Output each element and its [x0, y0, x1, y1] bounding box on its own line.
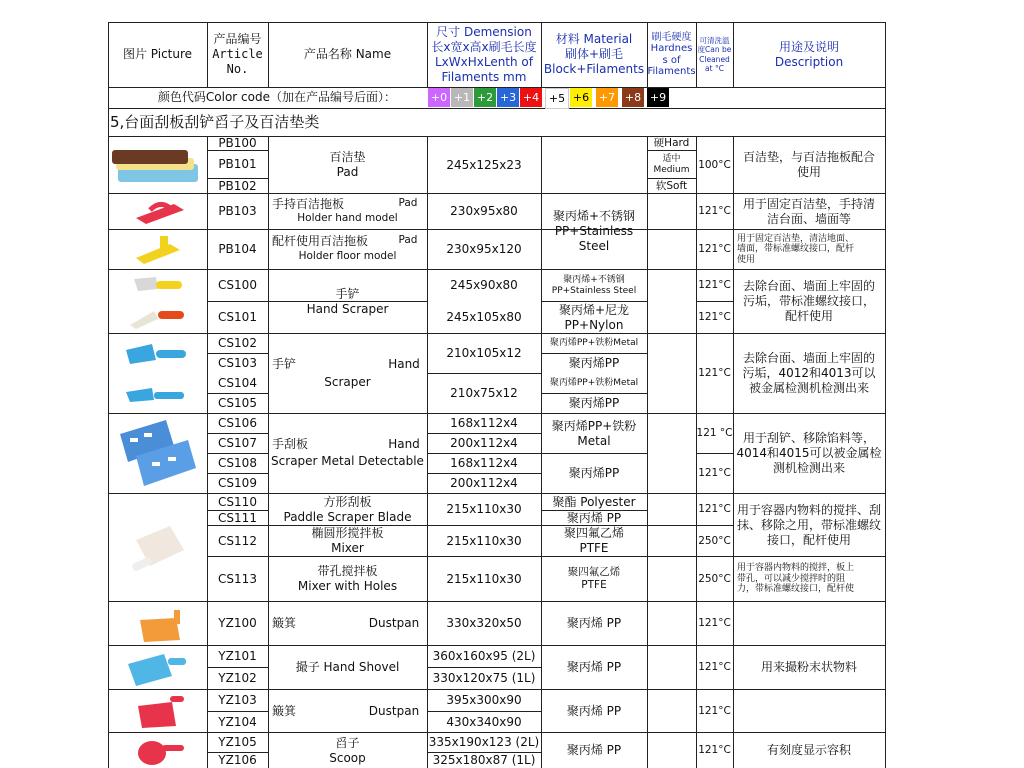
- dim-cs113: 215x110x30: [446, 571, 522, 586]
- dim-yz100: 330x320x50: [446, 616, 522, 630]
- desc-yz: 用来撮粉末状物料: [760, 659, 857, 674]
- hardness-hard: 硬Hard: [653, 137, 690, 150]
- article-number: YZ106: [218, 753, 257, 767]
- header-article: 产品编号 Article No.: [212, 32, 263, 76]
- temp-yz100: 121°C: [698, 617, 731, 630]
- mat-cs113: 聚四氟乙烯 PTFE: [567, 566, 621, 591]
- header-material: 材料 Material 刷体+刷毛 Block+Filaments: [543, 32, 645, 76]
- mat-cs100: 聚丙烯+不锈钢 PP+Stainless Steel: [551, 275, 637, 296]
- name-pb103-en: Holder hand model: [297, 212, 398, 225]
- name-hs2-hand: Hand: [388, 356, 420, 371]
- article-number: CS105: [218, 396, 257, 410]
- article-number: CS101: [218, 310, 257, 324]
- mat-cs112: 聚四氟乙烯 PTFE: [563, 526, 624, 555]
- temp-yz105: 121°C: [698, 744, 731, 757]
- dim-yz103: 395x300x90: [446, 693, 522, 707]
- desc-pb: 百洁垫，与百洁拖板配合 使用: [742, 150, 875, 179]
- color-swatch: +7: [596, 88, 618, 107]
- name-dustpan2-cn: 簸箕: [272, 703, 297, 718]
- name-dustpan-cn: 簸箕: [272, 616, 297, 630]
- dim-cs108: 168x112x4: [450, 456, 518, 470]
- name-pb103-pad: Pad: [398, 197, 418, 210]
- article-number: PB100: [218, 136, 257, 150]
- name-pb104-cn: 配杆使用百洁拖板: [272, 233, 369, 248]
- dim-cs100: 245x90x80: [450, 278, 518, 292]
- temp-cs113: 250°C: [698, 572, 731, 585]
- desc-pb104: 用于固定百洁垫，清洁地面、 墙面，带标准螺纹接口，配杆 使用: [737, 233, 855, 265]
- desc-cs106: 用于刮铲、移除馅料等， 4014和4015可以被金属检 测机检测出来: [736, 431, 882, 475]
- mat-cs110: 聚酯 Polyester: [552, 494, 636, 509]
- article-number: CS100: [218, 278, 257, 292]
- header-description: 用途及说明 Description: [774, 39, 844, 69]
- name-metal-hand: Hand: [388, 436, 420, 451]
- hardness-medium: 适中 Medium: [653, 154, 690, 175]
- article-number: YZ100: [218, 616, 257, 630]
- header-name: 产品名称 Name: [303, 47, 392, 61]
- mat-yz100: 聚丙烯 PP: [566, 616, 622, 630]
- mat-cs108: 聚丙烯PP: [568, 466, 620, 480]
- article-number: PB104: [218, 242, 257, 256]
- color-swatch: +2: [474, 88, 496, 107]
- dustpan-picture: [136, 604, 192, 644]
- mat-yz103: 聚丙烯 PP: [566, 703, 622, 718]
- mat-cs106: 聚丙烯PP+铁粉 Metal: [551, 418, 637, 448]
- color-swatch: +4: [520, 88, 542, 107]
- name-pad: 百洁垫 Pad: [329, 150, 366, 179]
- article-number: CS106: [218, 416, 257, 430]
- hand-shovel-picture: [124, 648, 190, 688]
- hardness-soft: 软Soft: [655, 179, 688, 192]
- article-number: YZ103: [218, 693, 257, 707]
- pad-holder-hand-picture: [130, 196, 190, 228]
- mat-cs111: 聚丙烯 PP: [566, 510, 622, 525]
- article-number: CS103: [218, 356, 257, 370]
- name-pb104-en: Holder floor model: [298, 250, 397, 263]
- temp-yz103: 121°C: [698, 704, 731, 717]
- hand-scraper-blue-picture: [122, 336, 190, 372]
- desc-cs102: 去除台面、墙面上牢固的 污垢，4012和4013可以 被金属检测机检测出来: [742, 351, 876, 395]
- dim-yz104: 430x340x90: [446, 714, 522, 729]
- name-hand-scraper: 手铲 Hand Scraper: [306, 286, 389, 316]
- mat-cs105: 聚丙烯PP: [568, 396, 620, 410]
- name-metal-cn: 手刮板: [272, 436, 309, 451]
- article-number: PB102: [218, 178, 257, 193]
- name-scoop: 舀子 Scoop: [329, 735, 366, 765]
- dim-cs107: 200x112x4: [450, 436, 518, 450]
- mat-cs104: 聚丙烯PP+铁粉Metal: [549, 378, 639, 389]
- name-mixer: 椭圆形搅拌板 Mixer: [311, 525, 384, 555]
- mat-cs102: 聚丙烯PP+铁粉Metal: [549, 338, 639, 349]
- hand-scraper-picture: [130, 271, 190, 299]
- paddle-mixer-picture: [130, 520, 198, 580]
- temp-pb103: 121°C: [698, 205, 731, 218]
- article-number: CS112: [218, 533, 257, 548]
- dim-cs104: 210x75x12: [450, 386, 518, 400]
- article-number: YZ105: [218, 735, 257, 749]
- hand-scraper-blue-small-picture: [122, 376, 190, 412]
- color-swatch: +3: [497, 88, 519, 107]
- temp-cs101: 121°C: [698, 311, 731, 324]
- name-dustpan2-en: Dustpan: [368, 703, 420, 718]
- color-swatch: +9: [647, 88, 669, 107]
- temp-cs106: 121 °C: [696, 427, 733, 440]
- temp-pb: 100°C: [698, 158, 731, 171]
- color-swatch: +8: [622, 88, 644, 107]
- mat-yz105: 聚丙烯 PP: [566, 743, 622, 757]
- dim-cs110: 215x110x30: [446, 502, 522, 516]
- name-pb104-pad: Pad: [398, 234, 418, 247]
- temp-cs112: 250°C: [698, 534, 731, 547]
- desc-cs110: 用于容器内物料的搅拌、刮 抹、移除之用，带标准螺纹 接口，配杆使用: [736, 502, 881, 547]
- mat-yz101: 聚丙烯 PP: [566, 660, 622, 674]
- pad-holder-floor-picture: [130, 232, 190, 268]
- article-number: CS107: [218, 436, 257, 450]
- dim-cs102: 210x105x12: [446, 346, 522, 360]
- article-number: YZ104: [218, 714, 257, 729]
- color-code-label: 颜色代码Color code（加在产品编号后面）：: [157, 90, 396, 104]
- name-dustpan-en: Dustpan: [368, 616, 420, 630]
- name-pb103-cn: 手持百洁拖板: [272, 196, 345, 211]
- dim-pb104: 230x95x120: [446, 242, 522, 256]
- dim-pb103: 230x95x80: [450, 204, 518, 218]
- temp-yz101: 121°C: [698, 661, 731, 674]
- article-number: CS110: [218, 494, 257, 509]
- header-hardness: 刷毛硬度 Hardnes s of Filaments: [647, 31, 696, 77]
- name-mixer-holes: 带孔搅拌板 Mixer with Holes: [297, 564, 398, 593]
- article-number: PB103: [218, 204, 257, 218]
- desc-cs100: 去除台面、墙面上牢固的 污垢，带标准螺纹接口， 配杆使用: [742, 279, 875, 323]
- dim-cs101: 245x105x80: [446, 310, 522, 324]
- dustpan-red-picture: [134, 692, 190, 730]
- dim-cs106: 168x112x4: [450, 416, 518, 430]
- desc-cs113: 用于容器内物料的搅拌，板上 带孔，可以减少搅拌时的阻 力，带标准螺纹接口，配杆使: [737, 563, 855, 595]
- temp-pb104: 121°C: [698, 243, 731, 256]
- pad-picture: [110, 142, 206, 190]
- article-number: CS102: [218, 336, 257, 350]
- article-number: CS104: [218, 376, 257, 390]
- dim-cs109: 200x112x4: [450, 476, 518, 490]
- name-hs2-cn: 手铲: [272, 356, 297, 371]
- name-metal-en: Scraper Metal Detectable: [271, 453, 424, 468]
- dim-cs112: 215x110x30: [446, 533, 522, 548]
- mat-cs101: 聚丙烯+尼龙 PP+Nylon: [558, 302, 630, 332]
- color-swatch: +6: [570, 88, 592, 107]
- name-hs2-en: Scraper: [324, 374, 371, 389]
- name-hand-shovel: 撮子 Hand Shovel: [295, 660, 400, 674]
- article-number: CS108: [218, 456, 257, 470]
- mat-pp-steel: 聚丙烯+不锈钢 PP+Stainless Steel: [552, 209, 636, 253]
- temp-cs108: 121°C: [698, 467, 731, 480]
- temp-cs110: 121°C: [698, 503, 731, 516]
- desc-yz105: 有刻度显示容积: [766, 743, 851, 757]
- article-number: CS109: [218, 476, 257, 490]
- color-swatch: +5: [545, 88, 569, 109]
- temp-cs100: 121°C: [698, 279, 731, 292]
- article-number: YZ101: [218, 649, 257, 663]
- article-number: PB101: [218, 157, 257, 171]
- desc-pb103: 用于固定百洁垫，手持清 洁台面、墙面等: [742, 196, 875, 226]
- scoop-picture: [134, 735, 190, 768]
- color-swatch: +0: [428, 88, 450, 107]
- dim-yz102: 330x120x75 (1L): [432, 671, 536, 685]
- article-number: CS113: [218, 571, 257, 586]
- hand-scraper-nylon-picture: [126, 303, 190, 331]
- metal-scraper-picture: [114, 416, 202, 490]
- header-dimension: 尺寸 Demension 长x宽x高x刷毛长度 LxWxHxLenth of Filaments mm: [431, 24, 537, 84]
- dim-pb-pad: 245x125x23: [446, 157, 522, 172]
- color-swatch: +1: [451, 88, 473, 107]
- dim-yz106: 325x180x87 (1L): [432, 753, 536, 767]
- header-picture: 图片 Picture: [122, 47, 193, 61]
- section-title: 5,台面刮板刮铲舀子及百洁垫类: [110, 112, 320, 131]
- header-cleaned: 可清洗温 度Can be Cleaned at °C: [697, 35, 732, 73]
- name-paddle: 方形刮板 Paddle Scraper Blade: [283, 494, 412, 524]
- article-number: YZ102: [218, 671, 257, 685]
- article-number: CS111: [218, 510, 257, 525]
- dim-yz101: 360x160x95 (2L): [432, 649, 536, 663]
- temp-cs102: 121°C: [698, 367, 731, 380]
- mat-cs103: 聚丙烯PP: [568, 356, 620, 370]
- dim-yz105: 335x190x123 (2L): [428, 735, 540, 749]
